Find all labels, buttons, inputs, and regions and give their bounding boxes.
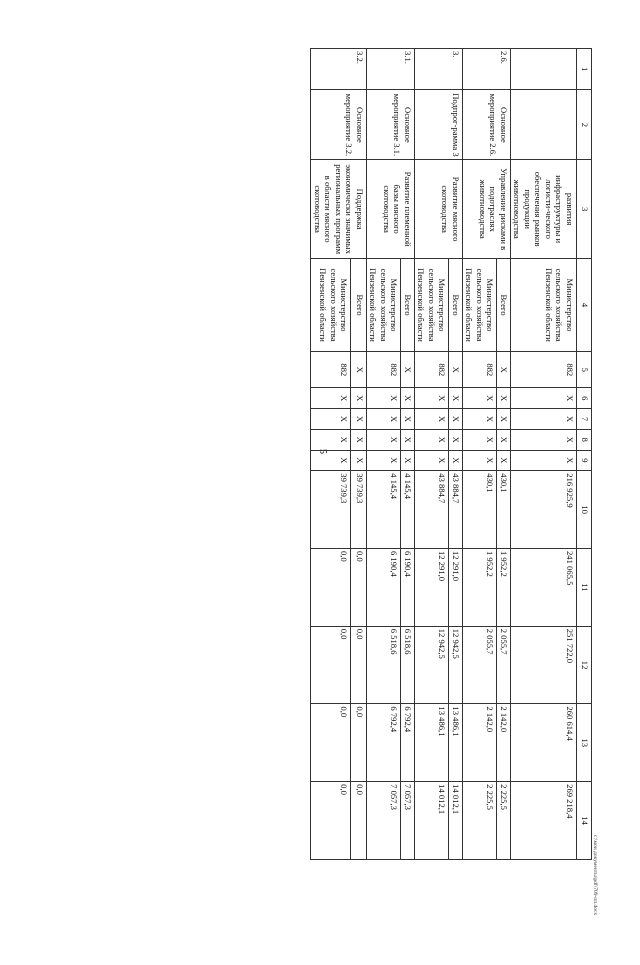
cell-x: X (463, 429, 498, 450)
cell-x: X (351, 429, 367, 450)
cell-x: X (415, 388, 450, 409)
col-header: 13 (577, 704, 592, 782)
value-col11: 1 952,2 (497, 548, 511, 626)
cell-x: X (511, 388, 577, 409)
col-header: 6 (577, 388, 592, 409)
cell-x: X (367, 388, 402, 409)
value-col11: 6 190,4 (401, 548, 415, 626)
col-header: 8 (577, 429, 592, 450)
value-col10: 430,1 (463, 471, 498, 549)
cell-x: X (497, 450, 511, 471)
executor: Министерство сельского хозяйства Пензенской области (311, 258, 351, 351)
row-num: 3.2. (311, 49, 367, 90)
col-header: 5 (577, 352, 592, 388)
value-col14: 2 225,5 (497, 782, 511, 860)
row-type: Основное мероприятие 2.6. (463, 90, 511, 160)
value-col12: 6 518,6 (367, 626, 402, 704)
value-col12: 0,0 (311, 626, 351, 704)
value-col14: 2 225,5 (463, 782, 498, 860)
row-type: Основное мероприятие 3.1. (367, 90, 415, 160)
col-header: 14 (577, 782, 592, 860)
cell-x: X (415, 429, 450, 450)
cell-x: X (311, 450, 351, 471)
value-col12: 2 055,7 (497, 626, 511, 704)
header-row (577, 49, 592, 860)
value-col10: 430,1 (497, 471, 511, 549)
value-col12: 12 942,5 (449, 626, 463, 704)
cell-x: X (463, 409, 498, 430)
value-col12: 6 518,6 (401, 626, 415, 704)
table-row (449, 49, 463, 860)
value-col14: 269 218,4 (511, 782, 577, 860)
executor: Всего (497, 258, 511, 351)
budget-code: 882 (311, 352, 351, 388)
value-col13: 6 792,4 (367, 704, 402, 782)
value-col11: 0,0 (311, 548, 351, 626)
value-col11: 12 291,0 (415, 548, 450, 626)
cell-x: X (367, 409, 402, 430)
value-col12: 2 055,7 (463, 626, 498, 704)
value-col13: 2 142,0 (497, 704, 511, 782)
executor: Всего (401, 258, 415, 351)
cell-x: X (449, 450, 463, 471)
footer-file-path: c:\мои документы\pdf\709-пп.docx (592, 835, 598, 916)
value-col13: 260 614,4 (511, 704, 577, 782)
row-num: 3.1. (367, 49, 415, 90)
value-col13: 6 792,4 (401, 704, 415, 782)
cell-x: X (351, 450, 367, 471)
row-type: Подпрог-рамма 3 (415, 90, 463, 160)
budget-code: X (401, 352, 415, 388)
row-name: Управление рисками в подотраслях животноводства (463, 160, 511, 258)
cell-x: X (463, 450, 498, 471)
cell-x: X (449, 429, 463, 450)
col-header: 11 (577, 548, 592, 626)
cell-x: X (415, 409, 450, 430)
budget-code: 882 (415, 352, 450, 388)
value-col13: 0,0 (351, 704, 367, 782)
col-header: 3 (577, 160, 592, 258)
value-col10: 43 884,7 (449, 471, 463, 549)
budget-code: X (497, 352, 511, 388)
row-num: 2.6. (463, 49, 511, 90)
cell-x: X (511, 409, 577, 430)
col-header: 4 (577, 258, 592, 351)
table-row (351, 49, 367, 860)
col-header: 12 (577, 626, 592, 704)
row-type: Основное мероприятие 3.2. (311, 90, 367, 160)
row-name: развития инфраструктуры и логисти-ческого обеспечения рынков продукции животноводства (511, 160, 577, 258)
cell-x: X (401, 429, 415, 450)
value-col12: 251 722,0 (511, 626, 577, 704)
value-col10: 4 145,4 (367, 471, 402, 549)
value-col11: 12 291,0 (449, 548, 463, 626)
cell-x: X (449, 409, 463, 430)
row-type (511, 90, 577, 160)
value-col13: 0,0 (311, 704, 351, 782)
value-col11: 6 190,4 (367, 548, 402, 626)
value-col10: 39 739,3 (311, 471, 351, 549)
value-col14: 0,0 (351, 782, 367, 860)
executor: Министерство сельского хозяйства Пензенской области (463, 258, 498, 351)
cell-x: X (497, 388, 511, 409)
cell-x: X (497, 429, 511, 450)
cell-x: X (415, 450, 450, 471)
value-col10: 39 739,3 (351, 471, 367, 549)
value-col12: 0,0 (351, 626, 367, 704)
page-number: 5 (317, 449, 328, 454)
cell-x: X (401, 388, 415, 409)
executor: Всего (351, 258, 367, 351)
budget-code: 882 (367, 352, 402, 388)
cell-x: X (497, 409, 511, 430)
col-header: 7 (577, 409, 592, 430)
cell-x: X (449, 388, 463, 409)
value-col14: 14 012,1 (449, 782, 463, 860)
row-name: Развитие племенной базы мясного скотоводства (367, 160, 415, 258)
cell-x: X (367, 429, 402, 450)
budget-code: X (449, 352, 463, 388)
table-row (511, 49, 577, 860)
value-col14: 14 012,1 (415, 782, 450, 860)
value-col11: 241 065,5 (511, 548, 577, 626)
cell-x: X (351, 388, 367, 409)
col-header: 9 (577, 450, 592, 471)
budget-code: X (351, 352, 367, 388)
table-row (401, 49, 415, 860)
budget-code: 882 (511, 352, 577, 388)
row-name: Развитие мясного скотоводства (415, 160, 463, 258)
value-col14: 7 057,3 (367, 782, 402, 860)
value-col13: 13 486,1 (449, 704, 463, 782)
value-col10: 216 925,9 (511, 471, 577, 549)
col-header: 1 (577, 49, 592, 90)
value-col12: 12 942,5 (415, 626, 450, 704)
table-row (497, 49, 511, 860)
row-name: Поддержка экономически значимых региональных программ в области мясного скотоводства (311, 160, 367, 258)
row-num (511, 49, 577, 90)
cell-x: X (311, 429, 351, 450)
value-col10: 4 145,4 (401, 471, 415, 549)
cell-x: X (511, 429, 577, 450)
value-col11: 0,0 (351, 548, 367, 626)
value-col11: 1 952,2 (463, 548, 498, 626)
cell-x: X (367, 450, 402, 471)
cell-x: X (351, 409, 367, 430)
executor: Министерство сельского хозяйства Пензенской области (415, 258, 450, 351)
col-header: 10 (577, 471, 592, 549)
cell-x: X (401, 409, 415, 430)
value-col10: 43 884,7 (415, 471, 450, 549)
cell-x: X (401, 450, 415, 471)
value-col13: 13 486,1 (415, 704, 450, 782)
executor: Министерство сельского хозяйства Пензенской области (511, 258, 577, 351)
cell-x: X (463, 388, 498, 409)
cell-x: X (511, 450, 577, 471)
col-header: 2 (577, 90, 592, 160)
executor: Всего (449, 258, 463, 351)
value-col14: 7 057,3 (401, 782, 415, 860)
executor: Министерство сельского хозяйства Пензенской области (367, 258, 402, 351)
budget-table (311, 48, 593, 860)
budget-code: 882 (463, 352, 498, 388)
row-num: 3. (415, 49, 463, 90)
rotated-table-container (62, 48, 592, 860)
cell-x: X (311, 409, 351, 430)
cell-x: X (311, 388, 351, 409)
value-col13: 2 142,0 (463, 704, 498, 782)
value-col14: 0,0 (311, 782, 351, 860)
